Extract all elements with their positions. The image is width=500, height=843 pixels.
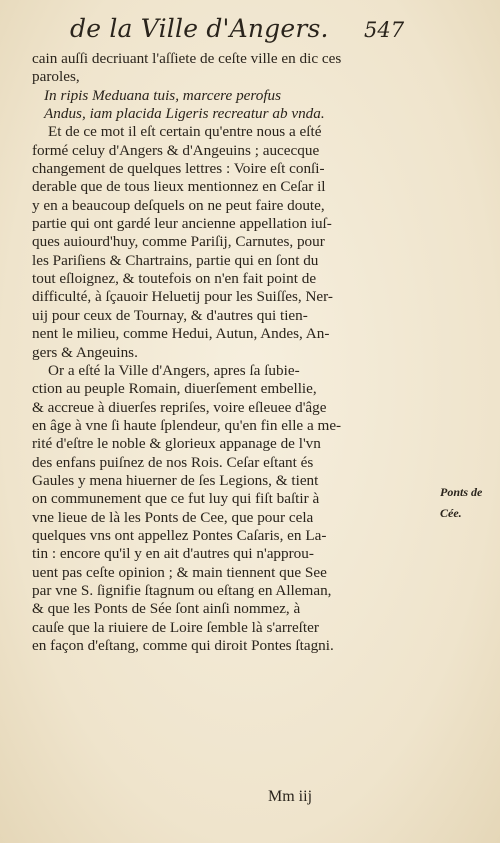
text-line: derable que de tous lieux mentionnez en Ceſar il (32, 178, 326, 196)
text-line: tout eſloignez, & toutefois on n'en fait point de (32, 270, 317, 288)
text-line: & que les Ponts de Sée ſont ainſi nommez, à (32, 600, 301, 618)
text-line: uij pour ceux de Tournay, & d'autres qui tien- (32, 306, 308, 324)
text-line: uent pas ceſte opinion ; & main tiennent que See (32, 563, 327, 581)
latin-verse-line: In ripis Meduana tuis, marcere perofus (44, 86, 282, 104)
text-line: cain auſſi decriuant l'aſſiete de ceſte ville en dic ces (32, 50, 342, 67)
text-line: y en a beaucoup deſquels on ne peut faire doute, (32, 196, 325, 214)
text-line: difficulté, à ſçauoir Heluetij pour les Suiſſes, Ner- (32, 288, 333, 306)
text-line: & accreue à diuerſes repriſes, voire eſleuee d'âge (32, 398, 327, 416)
text-line: en âge à vne ſi haute ſplendeur, qu'en fin elle a me- (32, 416, 342, 434)
text-line: vne lieue de là les Ponts de Cee, que pour cela (32, 508, 314, 526)
text-line: nent le milieu, comme Hedui, Autun, Andes, An- (32, 325, 330, 343)
text-line: on communement que ce fut luy qui fiſt baſtir à (32, 490, 320, 508)
text-line: en façon d'eſtang, comme qui diroit Pontes ſtagni. (32, 637, 334, 654)
text-line: cauſe que la riuiere de Loire ſemble là s'arreſter (32, 618, 319, 636)
text-line: gers & Angeuins. (32, 343, 138, 361)
text-line: ction au peuple Romain, diuerſement embellie, (32, 380, 317, 398)
text-line: Gaules y mena hiuerner de ſes Legions, & tient (32, 471, 319, 489)
margin-note-line: Ponts de (440, 485, 483, 499)
text-line: par vne S. ſignifie ſtagnum ou eſtang en Alleman, (32, 581, 332, 599)
page-header (0, 14, 500, 44)
paragraph-start-line: Or a eſté la Ville d'Angers, apres ſa ſubie- (48, 361, 300, 379)
body-text (32, 50, 422, 655)
text-line: formé celuy d'Angers & d'Angeuins ; aucecque (32, 141, 320, 159)
text-line: des enfans puiſnez de nos Rois. Ceſar eſtant és (32, 453, 314, 471)
margin-note (440, 482, 482, 524)
paragraph-start-line: Et de ce mot il eſt certain qu'entre nous a eſté (48, 123, 322, 141)
text-line: rité d'eſtre le noble & glorieux appanage de l'vn (32, 435, 321, 453)
margin-note-line: Cée. (440, 506, 462, 520)
page-number: 547 (364, 18, 405, 42)
text-line: changement de quelques lettres : Voire eſt conſi- (32, 160, 325, 178)
signature-mark: Mm iij (268, 788, 313, 805)
text-line: partie qui ont gardé leur ancienne appellation iuſ- (32, 215, 332, 233)
text-line: tin : encore qu'il y en ait d'autres qui n'approu- (32, 545, 314, 563)
running-head: de la Ville d'Angers. (70, 14, 329, 43)
latin-verse-line: Andus, iam placida Ligeris recreatur ab vnda. (44, 105, 325, 123)
text-line: quelques vns ont appellez Pontes Caſaris, en La- (32, 526, 327, 544)
text-line: les Pariſiens & Chartrains, partie qui en ſont du (32, 251, 319, 269)
text-line: ques auiourd'huy, comme Pariſij, Carnutes, pour (32, 233, 325, 251)
text-line: paroles, (32, 68, 80, 86)
